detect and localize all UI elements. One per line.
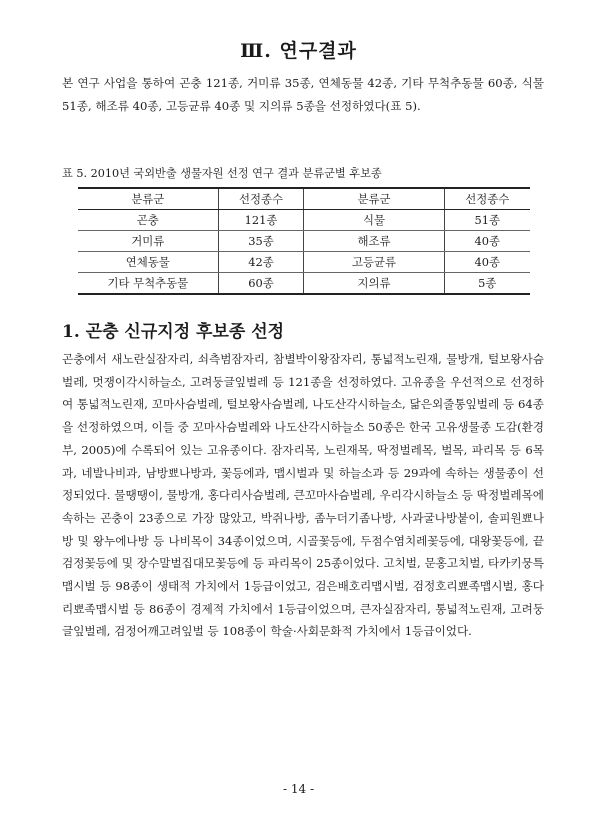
taxon-cell: 곤충 (78, 210, 218, 231)
taxon-cell: 해조류 (304, 231, 444, 252)
header-taxon: 분류군 (78, 188, 218, 210)
taxon-cell: 식물 (304, 210, 444, 231)
count-cell: 5종 (444, 273, 530, 295)
count-cell: 51종 (444, 210, 530, 231)
count-cell: 40종 (444, 252, 530, 273)
taxon-cell: 거미류 (78, 231, 218, 252)
candidate-species-table (78, 187, 530, 295)
table-row (78, 252, 530, 273)
table-header-row (78, 188, 530, 210)
count-cell: 35종 (218, 231, 304, 252)
body-paragraph: 곤충에서 새노란실잠자리, 쇠측범잠자리, 참별박이왕잠자리, 통넓적노린재, 물방개, 털보왕사슴벌레, 멋쟁이각시하늘소, 고려둥글잎벌레 등 121종을 선정하였다. 고유종을 우선적으로 선정하여 통넓적노린재, 꼬마사슴벌레, 털보왕사슴벌레, 나도산각시하늘소, 닮은외줄통잎벌레 등 64종을 선정하였으며, 이들 중 꼬마사슴벌레와 나도산각시하늘소 50종은 한국 고유생물종 도감(환경부, 2005)에 수록되어 있는 고유종이다. 잠자리목, 노린재목, 딱정벌레목, 벌목, 파리목 등 6목과, 네발나비과, 남방뾰나방과, 꽃등에과, 맵시벌과 및 하늘소과 등 29과에 속하는 생물종이 선정되었다. 물땡땡이, 물방개, 홍다리사슴벌레, 큰꼬마사슴벌레, 우리각시하늘소 등 딱정벌레목에 속하는 곤충이 23종으로 가장 많았고, 박쥐나방, 좀누더기좀나방, 사과굴나방붙이, 솔피원뾰나방 및 왕누에나방 등 나비목이 34종이었으며, 시골꽃등에, 두점수염치레꽃등에, 대왕꽃등에, 끝검정꽃등에 및 장수말벌집대모꽃등에 등 파리목이 25종이었다. 고치벌, 문홍고치벌, 타카키뭉특맵시벌 등 98종이 생태적 가치에서 1등급이었고, 검은배호리맵시벌, 검정호리뾰족맵시벌, 홍다리뾰족맵시벌 등 86종이 경제적 가치에서 1등급이었으며, 큰자실잠자리, 통넓적노린재, 고려둥글잎벌레, 검정어깨고려잎벌 등 108종이 학술·사회문화적 가치에서 1등급이었다. (62, 352, 544, 639)
table-row (78, 231, 530, 252)
taxon-cell: 연체동물 (78, 252, 218, 273)
taxon-cell: 기타 무척추동물 (78, 273, 218, 295)
count-cell: 42종 (218, 252, 304, 273)
taxon-cell: 고등균류 (304, 252, 444, 273)
header-count: 선정종수 (444, 188, 530, 210)
table-caption: 표 5. 2010년 국외반출 생물자원 선정 연구 결과 분류군별 후보종 (62, 167, 382, 180)
header-count: 선정종수 (218, 188, 304, 210)
table-row (78, 273, 530, 295)
count-cell: 40종 (444, 231, 530, 252)
section-title: Ⅲ. 연구결과 (240, 40, 357, 62)
taxon-cell: 지의류 (304, 273, 444, 295)
table-row (78, 210, 530, 231)
intro-paragraph: 본 연구 사업을 통하여 곤충 121종, 거미류 35종, 연체동물 42종, 기타 무척추동물 60종, 식물 51종, 해조류 40종, 고등균류 40종 및 지의류 5종을 선정하였다(표 5). (62, 76, 544, 113)
page-number: - 14 - (282, 782, 314, 796)
header-taxon: 분류군 (304, 188, 444, 210)
subsection-title: 1. 곤충 신규지정 후보종 선정 (62, 322, 285, 342)
count-cell: 60종 (218, 273, 304, 295)
count-cell: 121종 (218, 210, 304, 231)
